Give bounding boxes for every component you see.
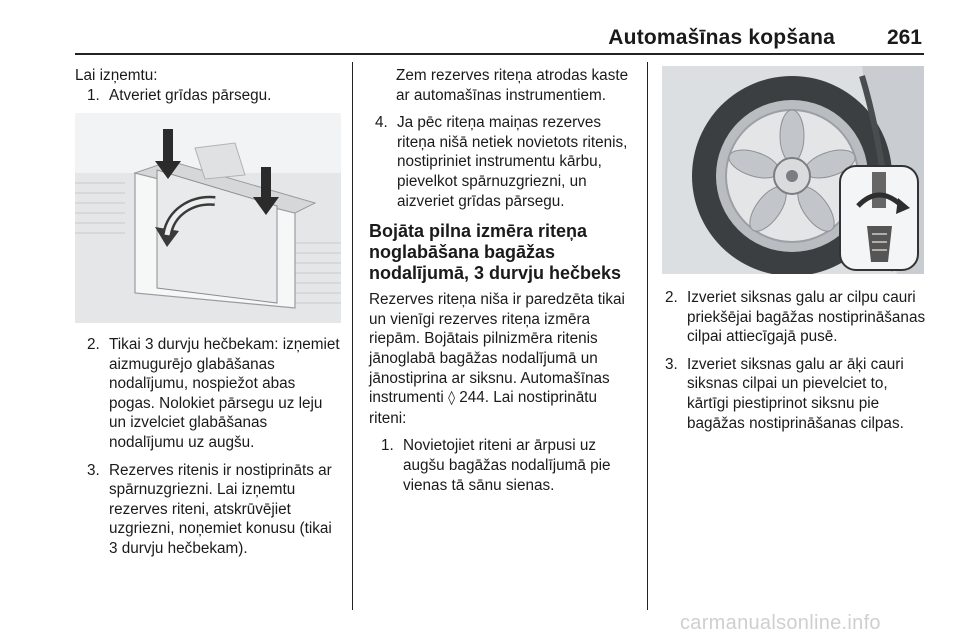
step-text: Novietojiet riteni ar ārpusi uz augšu bagāžas nodalījumā pie vienas tā sānu sienas. (403, 437, 611, 494)
column-divider-left (352, 62, 353, 610)
step-number: 2. (87, 336, 100, 353)
column-divider-right (647, 62, 648, 610)
step-number: 3. (665, 355, 678, 373)
step-text: Ja pēc riteņa maiņas rezerves riteņa nišā netiek novietots ritenis, nostipriniet instrumentu kārbu, pievelkot spārnuzgriezni, un aizveriet grīdas pārsegu. (397, 114, 628, 210)
step-number: 3. (87, 461, 100, 479)
paragraph-text: 244. Lai nostiprinātu riteni: (369, 389, 598, 427)
watermark: carmanualsonline.info (680, 612, 881, 634)
paragraph-text: Rezerves riteņa niša ir paredzēta tikai un vienīgi rezerves riteņa izmēra riepām. Bojātais pilnizmēra ritenis jānoglabā bagāžas nodalījumā un jānostiprina ar siksnu. Automašīnas instrumenti (369, 291, 625, 407)
step-text: Tikai 3 durvju hečbekam: izņemiet aizmugurējo glabāšanas nodalījumu, nospiežot abas pogas. Nolokiet pārsegu uz leju un izvelciet glabāšanas nodalījumu uz augšu. (109, 336, 340, 451)
step-number: 1. (87, 86, 100, 104)
column-1 (75, 66, 343, 105)
step-text: Atveriet grīdas pārsegu. (109, 86, 272, 104)
paragraph: Zem rezerves riteņa atrodas kaste ar automašīnas instrumentiem. (396, 67, 629, 104)
page-reference-icon: ◊ (448, 390, 455, 407)
list-item (665, 355, 927, 433)
list-item (375, 113, 635, 211)
spare-wheel-illustration (662, 66, 924, 274)
list-item (87, 86, 343, 106)
step-text: Izveriet siksnas galu ar cilpu cauri priekšējai bagāžas nostiprināšanas cilpai attiecīgajā pusē. (687, 289, 926, 346)
list-item (665, 288, 927, 347)
steps-list-a (87, 86, 343, 106)
section-heading: Bojāta pilna izmēra riteņa noglabāšana bagāžas nodalījumā, 3 durvju hečbeks (369, 221, 622, 284)
steps-list-c (375, 113, 635, 211)
step-number: 2. (665, 289, 678, 306)
steps-list-d (381, 436, 635, 495)
page-header-title: Automašīnas kopšana (608, 26, 835, 49)
column-3 (665, 288, 927, 433)
paragraph (369, 290, 635, 428)
list-item (87, 335, 343, 453)
step-text: Izveriet siksnas galu ar āķi cauri siksnas cilpai un pievelciet to, kārtīgi piestiprinot siksnu pie bagāžas nostiprināšanas cilpas. (687, 355, 904, 432)
column-1-lower (75, 335, 343, 559)
step-number: 1. (381, 437, 394, 455)
intro-text: Lai izņemtu: (75, 67, 158, 84)
column-2 (369, 66, 635, 495)
step-number: 4. (375, 114, 388, 132)
header-divider (75, 53, 924, 55)
steps-list-b (87, 335, 343, 559)
list-item (381, 436, 635, 495)
step-text: Rezerves ritenis ir nostiprināts ar spārnuzgriezni. Lai izņemtu rezerves riteni, atskrūvējiet uzgriezni, noņemiet konusu (tikai 3 durvju hečbekam). (109, 461, 332, 557)
list-item (87, 461, 343, 559)
floor-cover-illustration (75, 113, 341, 323)
strap-detail-inset (840, 166, 918, 270)
steps-list-e (665, 288, 927, 433)
page-number: 261 (886, 26, 922, 49)
